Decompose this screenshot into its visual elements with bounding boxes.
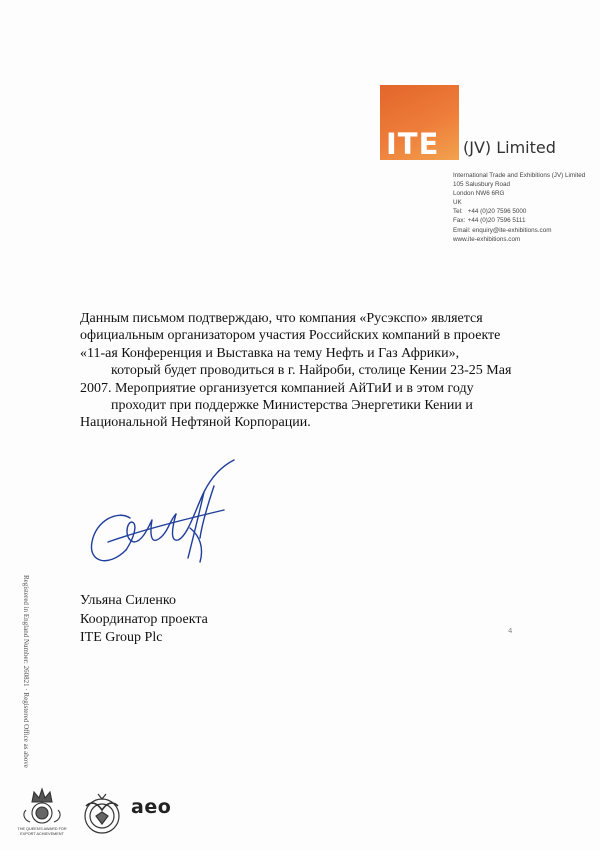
fax-label: Fax: [453,217,466,225]
handwritten-signature [72,458,247,578]
queens-award-logo [12,782,72,840]
body-line: который будет проводиться в г. Найроби, столице Кении 23-25 Мая [111,363,512,379]
address-tel [453,207,585,216]
body-line: Данным письмом подтверждаю, что компания «Русэкспо» является [80,311,483,326]
page-mark: 4 [508,627,513,635]
fax-number: +44 (0)20 7596 5111 [467,217,526,225]
address-block [453,171,585,244]
eagle-emblem-icon [80,790,124,838]
address-web: www.ite-exhibitions.com [453,235,521,243]
signatory-title: Координатор проекта [80,611,208,627]
registration-text: Registered in England Number: 260821 · Registered Office as above [22,575,30,768]
award-caption [12,827,72,836]
address-fax [453,216,585,225]
body-line: Национальной Нефтяной Корпорации. [80,415,311,431]
letter-body [80,310,510,432]
ite-logo [380,85,555,165]
body-line: «11-ая Конференция и Выставка на тему Нефть и Газ Африки», [80,345,460,361]
tel-number: +44 (0)20 7596 5000 [467,208,527,216]
address-company: International Trade and Exhibitions (JV) Limited [453,172,586,179]
ite-logo-name: (JV) Limited [463,138,556,157]
award-caption-line: THE QUEEN'S AWARD FOR [17,827,67,831]
aeo-logo: aeo [131,796,172,818]
address-email: Email: enquiry@ite-exhibitions.com [453,226,552,234]
award-caption-line: EXPORT ACHIEVEMENT [20,831,64,836]
body-line: 2007. Мероприятие организуется компанией АйТиИ и в этом году [80,380,474,396]
signatory-name: Ульяна Силенко [80,593,176,608]
address-street: 105 Salusbury Road [453,181,511,189]
address-country: UK [453,199,462,207]
crown-icon [12,782,72,826]
registration-note [21,575,31,768]
ite-logo-box [380,85,459,160]
signatory-company: ITE Group Plc [80,630,163,645]
body-line: официальным организатором участия Российских компаний в проекте [80,328,501,344]
ite-logo-mark: ITE [386,127,440,161]
signature-block [80,592,208,648]
body-line: проходит при поддержке Министерства Энергетики Кении и [111,398,473,414]
address-city: London NW6 6RG [453,190,505,198]
tel-label: Tel: [453,208,463,216]
